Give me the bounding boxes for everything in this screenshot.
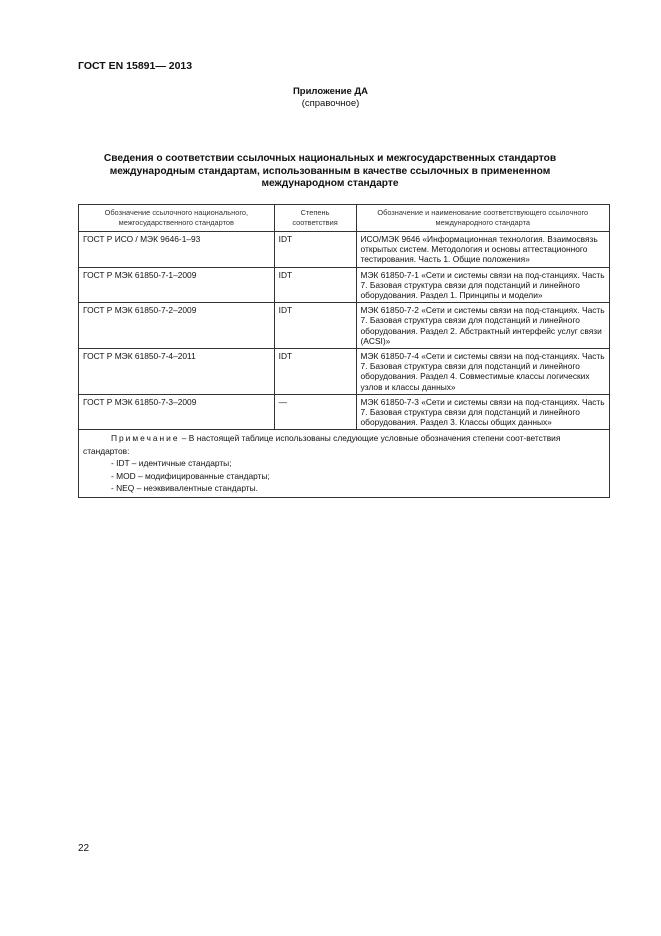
header-degree: Степень соответствия	[274, 205, 356, 232]
table-row	[79, 303, 610, 349]
section-title: Сведения о соответствии ссылочных национальных и межгосударственных стандартов международным стандартам, использованным в качестве ссылочных в примененном международном стандарте	[103, 153, 557, 189]
cell-international: МЭК 61850-7-3 «Сети и системы связи на под-станциях. Часть 7. Базовая структура связи для подстанций и линейного оборудования. Раздел 3. Классы общих данных»	[356, 394, 609, 430]
cell-standard: ГОСТ Р МЭК 61850-7-3–2009	[79, 394, 275, 430]
header-national-standard: Обозначение ссылочного национального, межгосударственного стандартов	[79, 205, 275, 232]
cell-international: ИСО/МЭК 9646 «Информационная технология. Взаимосвязь открытых систем. Методология и основы аттестационного тестирования. Часть 1. Общие положения»	[356, 232, 609, 268]
standards-table	[78, 204, 610, 498]
table-header-row	[79, 205, 610, 232]
table-row	[79, 232, 610, 268]
table-row	[79, 394, 610, 430]
header-international-standard: Обозначение и наименование соответствующего ссылочного международного стандарта	[356, 205, 609, 232]
cell-degree: IDT	[274, 267, 356, 303]
table-note-row	[79, 430, 610, 498]
note-item: - NEQ – неэквивалентные стандарты.	[111, 483, 258, 494]
cell-international: МЭК 61850-7-2 «Сети и системы связи на под-станциях. Часть 7. Базовая структура связи для подстанций и линейного оборудования. Раздел 2. Абстрактный интерфейс услуг связи (ACSI)»	[356, 303, 609, 349]
annex-subtitle: (справочное)	[301, 97, 360, 109]
cell-standard: ГОСТ Р МЭК 61850-7-1–2009	[79, 267, 275, 303]
table-row	[79, 349, 610, 395]
cell-degree: —	[274, 394, 356, 430]
cell-degree: IDT	[274, 349, 356, 395]
cell-degree: IDT	[274, 232, 356, 268]
cell-standard: ГОСТ Р МЭК 61850-7-4–2011	[79, 349, 275, 395]
cell-international: МЭК 61850-7-1 «Сети и системы связи на под-станциях. Часть 7. Базовая структура связи для подстанций и линейного оборудования. Раздел 1. Принципы и модели»	[356, 267, 609, 303]
cell-international: МЭК 61850-7-4 «Сети и системы связи на под-станциях. Часть 7. Базовая структура связи для подстанций и линейного оборудования. Раздел 4. Совместимые классы логических узлов и классы данных»	[356, 349, 609, 395]
note-text: – В настоящей таблице использованы следующие условные обозначения степени соот-ветствия стандартов:	[83, 433, 561, 456]
note-item: - MOD – модифицированные стандарты;	[111, 470, 270, 481]
cell-standard: ГОСТ Р ИСО / МЭК 9646-1–93	[79, 232, 275, 268]
page-number: 22	[78, 843, 90, 854]
note-label: Примечание	[111, 433, 180, 444]
table-row	[79, 267, 610, 303]
cell-degree: IDT	[274, 303, 356, 349]
note-item: - IDT – идентичные стандарты;	[111, 458, 232, 469]
note-intro	[83, 432, 605, 457]
cell-standard: ГОСТ Р МЭК 61850-7-2–2009	[79, 303, 275, 349]
table-note	[79, 430, 610, 498]
annex-heading	[0, 86, 661, 109]
document-code: ГОСТ EN 15891— 2013	[78, 60, 193, 72]
annex-title: Приложение ДА	[292, 86, 369, 97]
